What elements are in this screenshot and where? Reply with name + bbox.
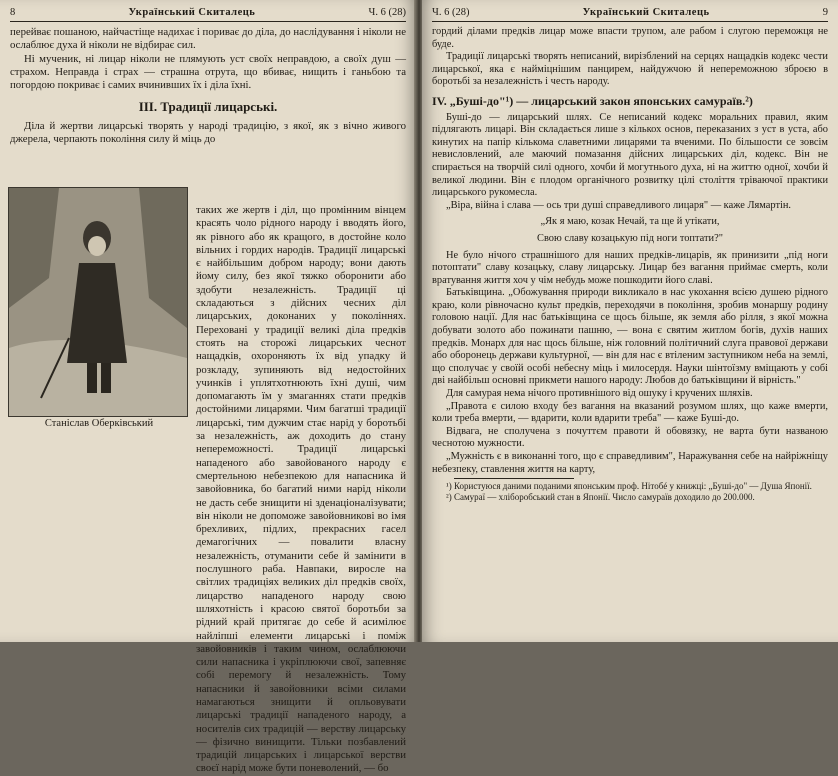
- left-page: [0, 0, 416, 775]
- body-paragraph: Для самурая нема нічого противнішого від ошуку і кручених шляхів.: [446, 388, 753, 400]
- intro-paragraph: перейває пошаною, найчастіще надихає і пориває до діла, до наслідування і ніколи не ослаблює духа й ніколи не відбирає сил.: [10, 26, 406, 52]
- page-number: 8: [10, 6, 16, 18]
- left-intro-text: [10, 26, 406, 146]
- body-paragraph: „Віра, війна і слава — ось три душі справедливого лицаря" — каже Лямартін.: [446, 199, 792, 211]
- body-paragraph: Не було нічого страшнішого для наших предків-лицарів, як принизити „під ноги потоптати" славу козацьку, славу лицарську. Лицар без вагання приймає смерть, коли вратування життя хоч у чім небудь може пошкодити його славі.: [432, 249, 828, 286]
- photo-caption: Станіслав Оберківський: [44, 418, 154, 429]
- body-paragraph: Діла й жертви лицарські творять у народі традицію, з якої, як з вічно живого джерела, черпають покоління силу й міць до: [10, 119, 406, 146]
- right-page: [422, 0, 838, 642]
- body-paragraph: гордий ділами предків лицар може впасти трупом, але рабом і слугою переможця не буде.: [432, 26, 828, 50]
- body-paragraph: Традиції лицарські творять неписаний, вирізблений на серцях нащадків кодекс чести лицарської, яка є найміцнішим панцирем, найдужчою й непереможною зброєю в боротьбі за незалежність і честь народу.: [432, 51, 828, 88]
- left-page-header: [10, 4, 406, 20]
- journal-title: Український Скиталець: [582, 6, 710, 18]
- body-paragraph: „Мужність є в виконанні того, що є справедливим", Наражування себе на найріжніщу небезпеку, ставлення життя на карту,: [432, 451, 828, 475]
- right-page-header: [432, 4, 828, 20]
- page-number: 9: [822, 6, 828, 18]
- body-paragraph: Відвага, не сполучена з почуттєм правоти й обовязку, не варта бути названою чеснотою мужности.: [432, 425, 828, 450]
- body-paragraph: Батьківщина. „Обожування природи викликало в нас укохання всією душею рідного краю, коли рівночасно культ предків, переходячи в покоління, зробив монаршу родину головою нації. Для нас батьківщина се щось більше, як земля або рілля, з якої можна добувати золото або пожинати пашню, — вона є святим житлом богів, духів наших предків. Монарх для нас щось більше, ніж головний політичний слуга правової держави або оборонець держави культурної, — він для нас є втіленим заступником неба на землі, що сполучає у своїй особі небесну міць і милосердя. Науки шінтоїзму вміщають у собі дві найбільш основні прикмети нашого народу: Любов до батьківщини й вірність.": [432, 287, 828, 387]
- intro-paragraph: Ні мученик, ні лицар ніколи не плямують уст своїх неправдою, а своїх душ — страхом. Неправда і страх — страшна отрута, що вбиває, нищить і ганьбою та погордою покриває і самих вчинивших їх і діла їхні.: [10, 52, 406, 92]
- poem-line: Свою славу козацькую під ноги топтати?": [537, 232, 723, 244]
- footnote: ²) Самураї — хліборобський стан в Японії. Число самураїв доходило до 200.000.: [446, 492, 755, 503]
- section-heading: IV. „Буші-до"¹) — лицарський закон японських самураїв.²): [432, 93, 753, 108]
- right-body-text: [432, 26, 828, 503]
- issue-number: Ч. 6 (28): [432, 6, 470, 18]
- body-paragraph: таких же жертв і діл, що промінним вінцем красять чоло рідного народу і вводять його, як рівного або як кращого, в достойне коло вільних і гордих народів. Традиції лицарські є найбільшим добром народу; вони дають йому силу, без якої тяжко оборонити або здобути незалежність. Традиції ці складаються з дійсних чесних діл лицарських, доконаних у поколіннях. Переховані у традиції великі діла предків стоять на сторожі лицарських чеснот нащадків, охороняють їх від упадку й розкладу, зупиняють від недостойних учинків і уплятхотнюють їхні душі, чим допомагають їм у змаганнях стати предків достойними лицарями. Чим багатші традиції лицарські, тим дужчим стає нарід у боротьбі за незалежність, аж доходить до стану непереможності. Традиції лицарські нападеного або завойованого народу є смертельною небезпекою для напасника й завойовника, бо багатий ними нарід ніколи не дасть себе знищити ні зденаціоналізувати; він ніколи не допоможе завойовникові во імя брехливих, підлих, прекрасних гасел демагогічних — повалити власну незалежність, отуманити себе й замінити в послушного раба. Навпаки, виросле на світлих традиціях великих діл предків своїх, лицарство нападеного народу свою шляхотність і красою святої боротьби за рідний край притягає до себе й асимілює найліпші елементи лицарські і поміж завойовників і таким чином, ослаблюючи сили напасника і укріплюючи свої, запевняє собі перемогу й незалежність. Тому напасники й завойовники всіми силами намагаються знищити й опльовувати лицарські традиції нападеного народу, а носителів сих традицій — верству лицарську — фізично винищити. Тільки позбавлений традицій лицарських і лицарської верстви своєї нарід може бути поневолений, — бо: [196, 204, 406, 775]
- journal-title: Український Скиталець: [128, 6, 256, 18]
- section-heading: III. Традиції лицарські.: [138, 99, 278, 115]
- footnote-rule: [454, 478, 574, 479]
- portrait-figure: [9, 188, 187, 416]
- footnote: ¹) Користуюся даними поданими японським проф. Нітобé у книжці: „Буші-до" — Душа Японії.: [446, 481, 812, 492]
- issue-number: Ч. 6 (28): [368, 6, 406, 18]
- header-rule: [432, 21, 828, 22]
- portrait-photo: [8, 187, 188, 417]
- left-narrow-column: [196, 204, 406, 776]
- body-paragraph: „Правота є силою входу без вагання на вказаний розумом шлях, що каже вмерти, коли треба вмерти, — вдарити, коли вдарити треба" — каже Буші-до.: [432, 400, 828, 425]
- header-rule: [10, 21, 406, 22]
- poem-line: „Як я маю, козак Нечай, та ще й утікати,: [540, 216, 720, 228]
- body-paragraph: Буші-до — лицарський шлях. Се неписаний кодекс моральних правил, яким підлягають лицарі. Він складається лише з кількох основ, переказаних з уст в уста, або кинутих на папір кількома славетними лицарями та вченими. По більшости се зовсім невисловлений, але маючий помазання дійсних лицарських діл, кодекс. Він не спирається на творчій силі одного, хочби й могутнього духа, ні на життю одної, хочби й великої людини. Він є плодом органічного розвитку цілі століття тріваючої практики лицарського рукомесла.: [432, 111, 828, 199]
